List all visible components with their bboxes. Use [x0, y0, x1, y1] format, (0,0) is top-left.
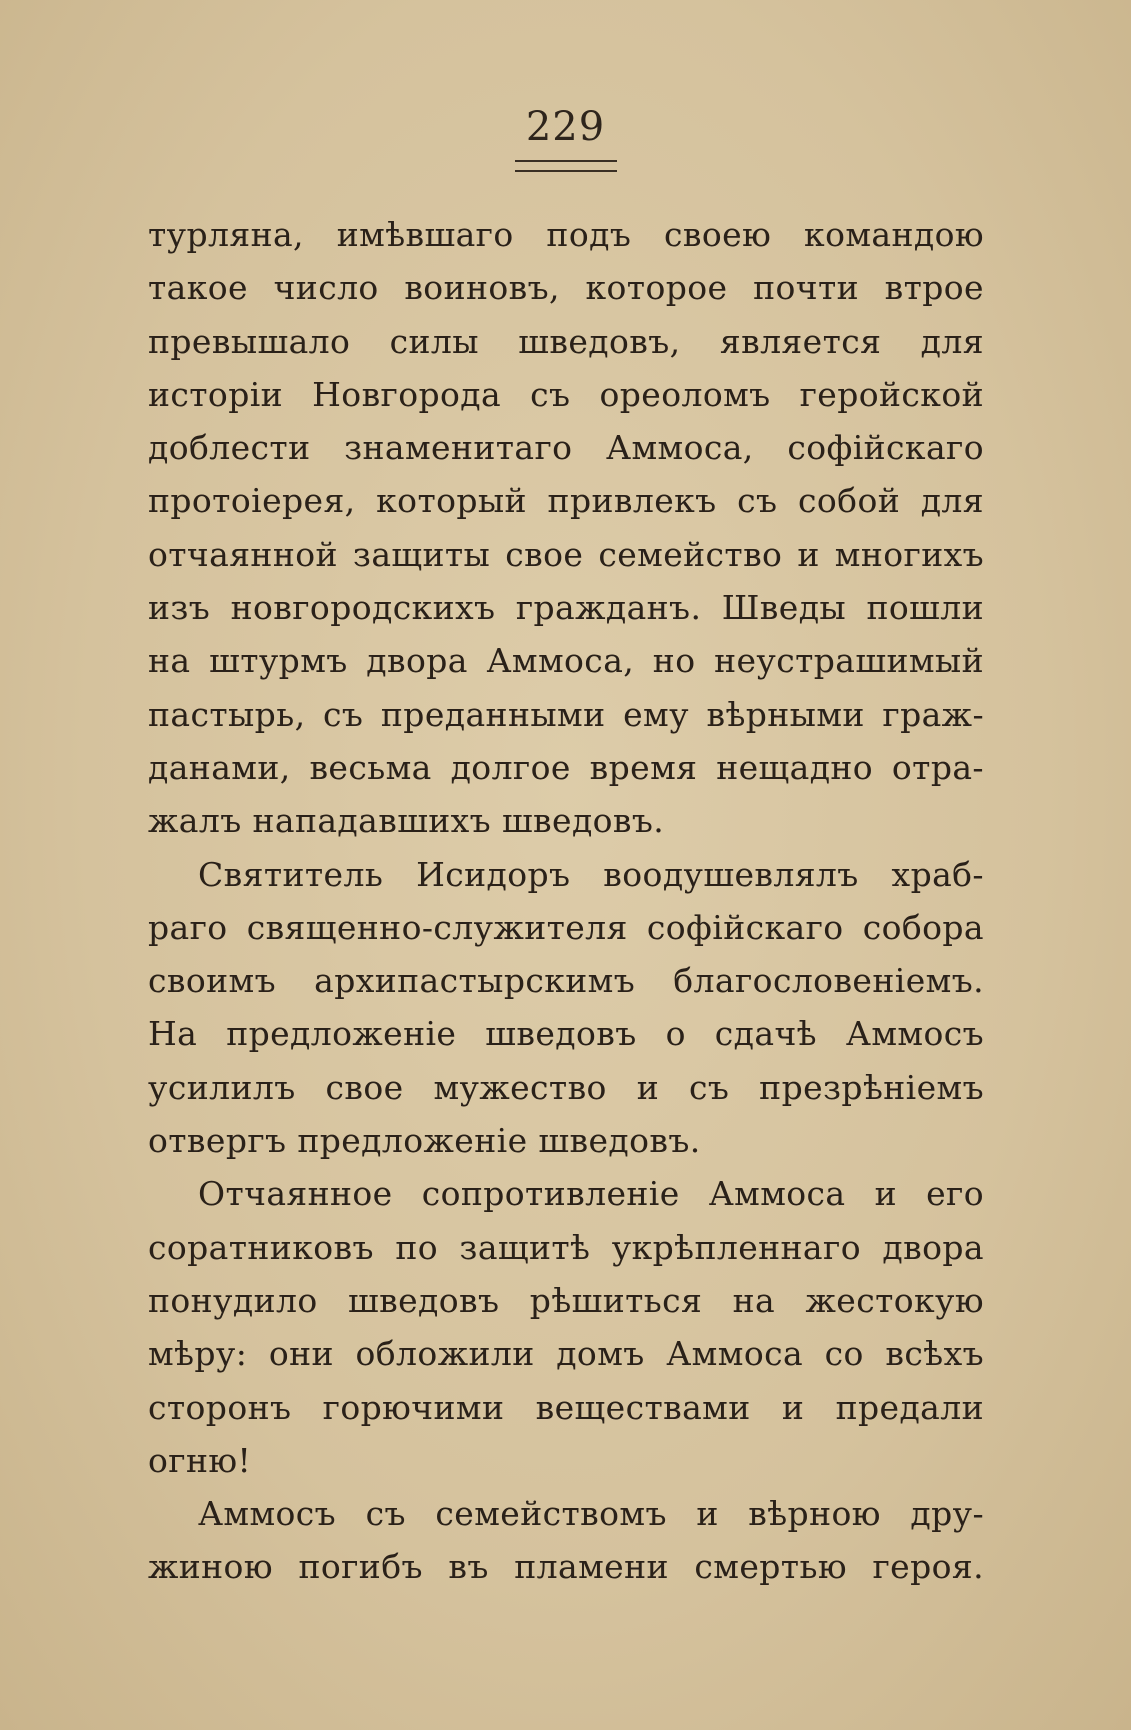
- text-line: пастырь, съ преданными ему вѣрными граж-: [148, 694, 984, 734]
- text-line: соратниковъ по защитѣ укрѣпленнаго двора: [148, 1227, 984, 1267]
- text-line: мѣру: они обложили домъ Аммоса со всѣхъ: [148, 1334, 984, 1374]
- text-line: Аммосъ съ семействомъ и вѣрною дру-: [198, 1494, 984, 1534]
- text-line: жалъ нападавшихъ шведовъ.: [148, 801, 665, 841]
- text-line: жиною погибъ въ пламени смертью героя.: [148, 1547, 984, 1587]
- text-line: сторонъ горючими веществами и предали: [148, 1387, 984, 1427]
- text-line: огню!: [148, 1440, 252, 1480]
- body-text: [148, 208, 984, 1594]
- text-line: Святитель Исидоръ воодушевлялъ храб-: [198, 854, 984, 894]
- text-line: исторіи Новгорода съ ореоломъ геройской: [148, 374, 984, 414]
- text-line: На предложеніе шведовъ о сдачѣ Аммосъ: [148, 1014, 984, 1054]
- text-line: доблести знаменитаго Аммоса, софійскаго: [148, 428, 984, 468]
- text-line: превышало силы шведовъ, является для: [148, 321, 984, 361]
- text-line: такое число воиновъ, которое почти втрое: [148, 268, 984, 308]
- text-line: на штурмъ двора Аммоса, но неустрашимый: [148, 641, 984, 681]
- text-line: понудило шведовъ рѣшиться на жестокую: [148, 1280, 984, 1320]
- text-line: протоіерея, который привлекъ съ собой для: [148, 481, 984, 521]
- text-line: раго священно-служителя софійскаго собора: [148, 907, 984, 947]
- page-number-double-rule: [515, 160, 617, 172]
- page-number: 229: [525, 104, 606, 150]
- text-line: изъ новгородскихъ гражданъ. Шведы пошли: [148, 588, 984, 628]
- text-line: своимъ архипастырскимъ благословеніемъ.: [148, 961, 984, 1001]
- text-line: отчаянной защиты свое семейство и многихъ: [148, 534, 984, 574]
- text-line: турляна, имѣвшаго подъ своею командою: [148, 215, 984, 254]
- text-line: отвергъ предложеніе шведовъ.: [148, 1121, 701, 1161]
- text-line: усилилъ свое мужество и съ презрѣніемъ: [148, 1067, 984, 1107]
- text-line: Отчаянное сопротивленіе Аммоса и его: [198, 1174, 984, 1214]
- text-line: данами, весьма долгое время нещадно отра-: [148, 747, 984, 787]
